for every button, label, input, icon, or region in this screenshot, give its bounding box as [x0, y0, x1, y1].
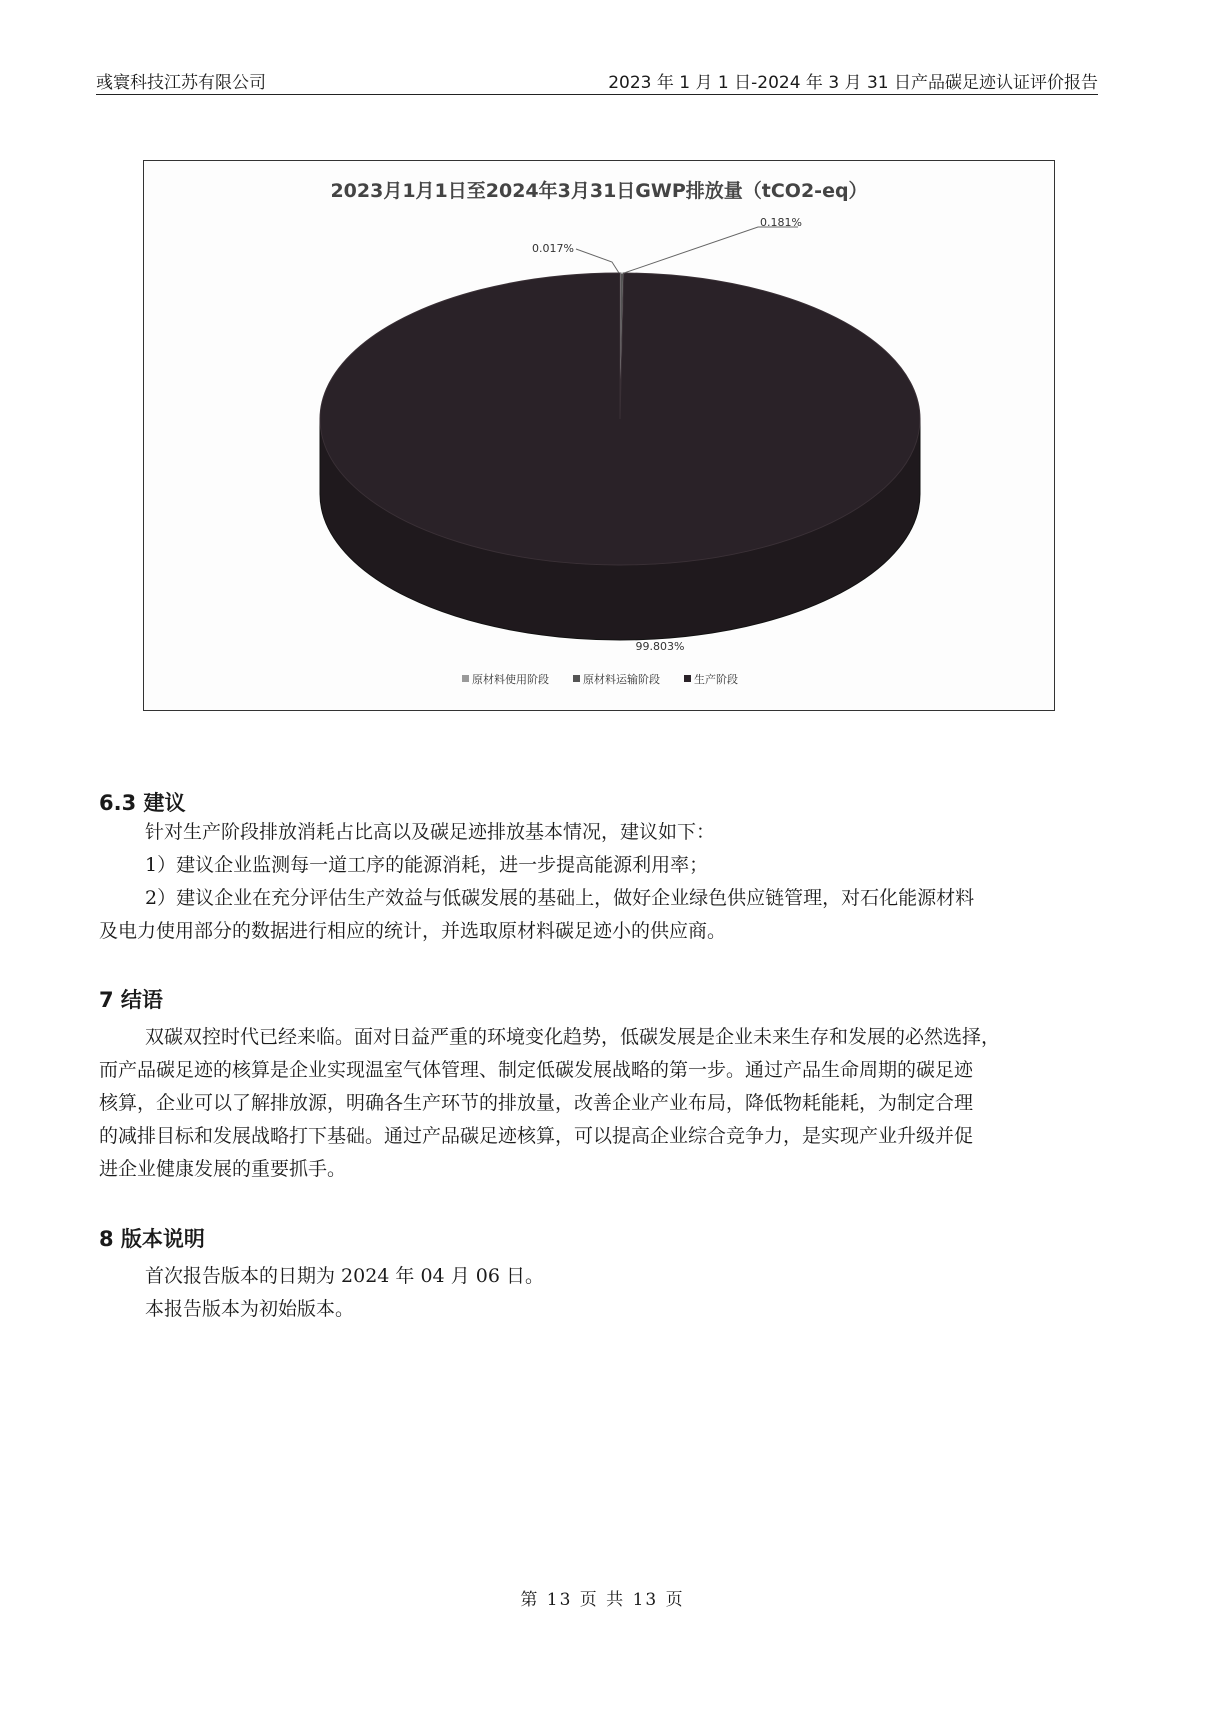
- data-label-2: 0.181%: [760, 216, 802, 229]
- paragraph: 的减排目标和发展战略打下基础。通过产品碳足迹核算，可以提高企业综合竞争力，是实现产业升级并促: [99, 1125, 974, 1147]
- report-title: 2023 年 1 月 1 日-2024 年 3 月 31 日产品碳足迹认证评价报告: [608, 73, 1098, 93]
- company-name: 彧寰科技江苏有限公司: [96, 73, 266, 93]
- page-header: [96, 62, 1098, 95]
- legend-swatch-3: [684, 675, 691, 682]
- page-footer: 第 13 页 共 13 页: [520, 1590, 685, 1610]
- paragraph: 1）建议企业监测每一道工序的能源消耗，进一步提高能源利用率；: [145, 854, 709, 876]
- paragraph: 针对生产阶段排放消耗占比高以及碳足迹排放基本情况，建议如下：: [145, 821, 716, 843]
- paragraph: 及电力使用部分的数据进行相应的统计，并选取原材料碳足迹小的供应商。: [99, 920, 727, 942]
- paragraph: 而产品碳足迹的核算是企业实现温室气体管理、制定低碳发展战略的第一步。通过产品生命周期的碳足迹: [99, 1059, 974, 1081]
- section-8-heading: 8 版本说明: [99, 1227, 205, 1251]
- leader-line: [624, 227, 798, 273]
- chart-title: 2023月1月1日至2024年3月31日GWP排放量（tCO2-eq）: [330, 180, 868, 202]
- section-8-body: [99, 1260, 1099, 1326]
- section-6-3-heading: 6.3 建议: [99, 791, 186, 815]
- legend-swatch-1: [462, 675, 469, 682]
- paragraph: 双碳双控时代已经来临。面对日益严重的环境变化趋势，低碳发展是企业未来生存和发展的必然选择，: [145, 1026, 1001, 1048]
- legend-swatch-2: [573, 675, 580, 682]
- legend-label-2: 原材料运输阶段: [583, 673, 660, 686]
- gwp-pie-chart: [143, 160, 1055, 711]
- paragraph: 首次报告版本的日期为 2024 年 04 月 06 日。: [145, 1265, 544, 1287]
- paragraph: 本报告版本为初始版本。: [145, 1298, 355, 1320]
- section-7-body: [99, 1021, 1099, 1186]
- chart-canvas: [144, 161, 1054, 710]
- section-6-3-body: [99, 816, 1099, 948]
- section-7-heading: 7 结语: [99, 988, 163, 1012]
- data-label-3: 99.803%: [635, 640, 685, 653]
- paragraph: 核算，企业可以了解排放源，明确各生产环节的排放量，改善企业产业布局，降低物耗能耗，为制定合理: [99, 1092, 974, 1114]
- legend-label-1: 原材料使用阶段: [472, 673, 549, 686]
- data-label-1: 0.017%: [532, 242, 574, 255]
- legend-label-3: 生产阶段: [694, 673, 738, 686]
- paragraph: 2）建议企业在充分评估生产效益与低碳发展的基础上，做好企业绿色供应链管理，对石化能源材料: [145, 887, 975, 909]
- pie-slice-3: [320, 273, 920, 565]
- leader-line: [576, 249, 619, 273]
- paragraph: 进企业健康发展的重要抓手。: [99, 1158, 347, 1180]
